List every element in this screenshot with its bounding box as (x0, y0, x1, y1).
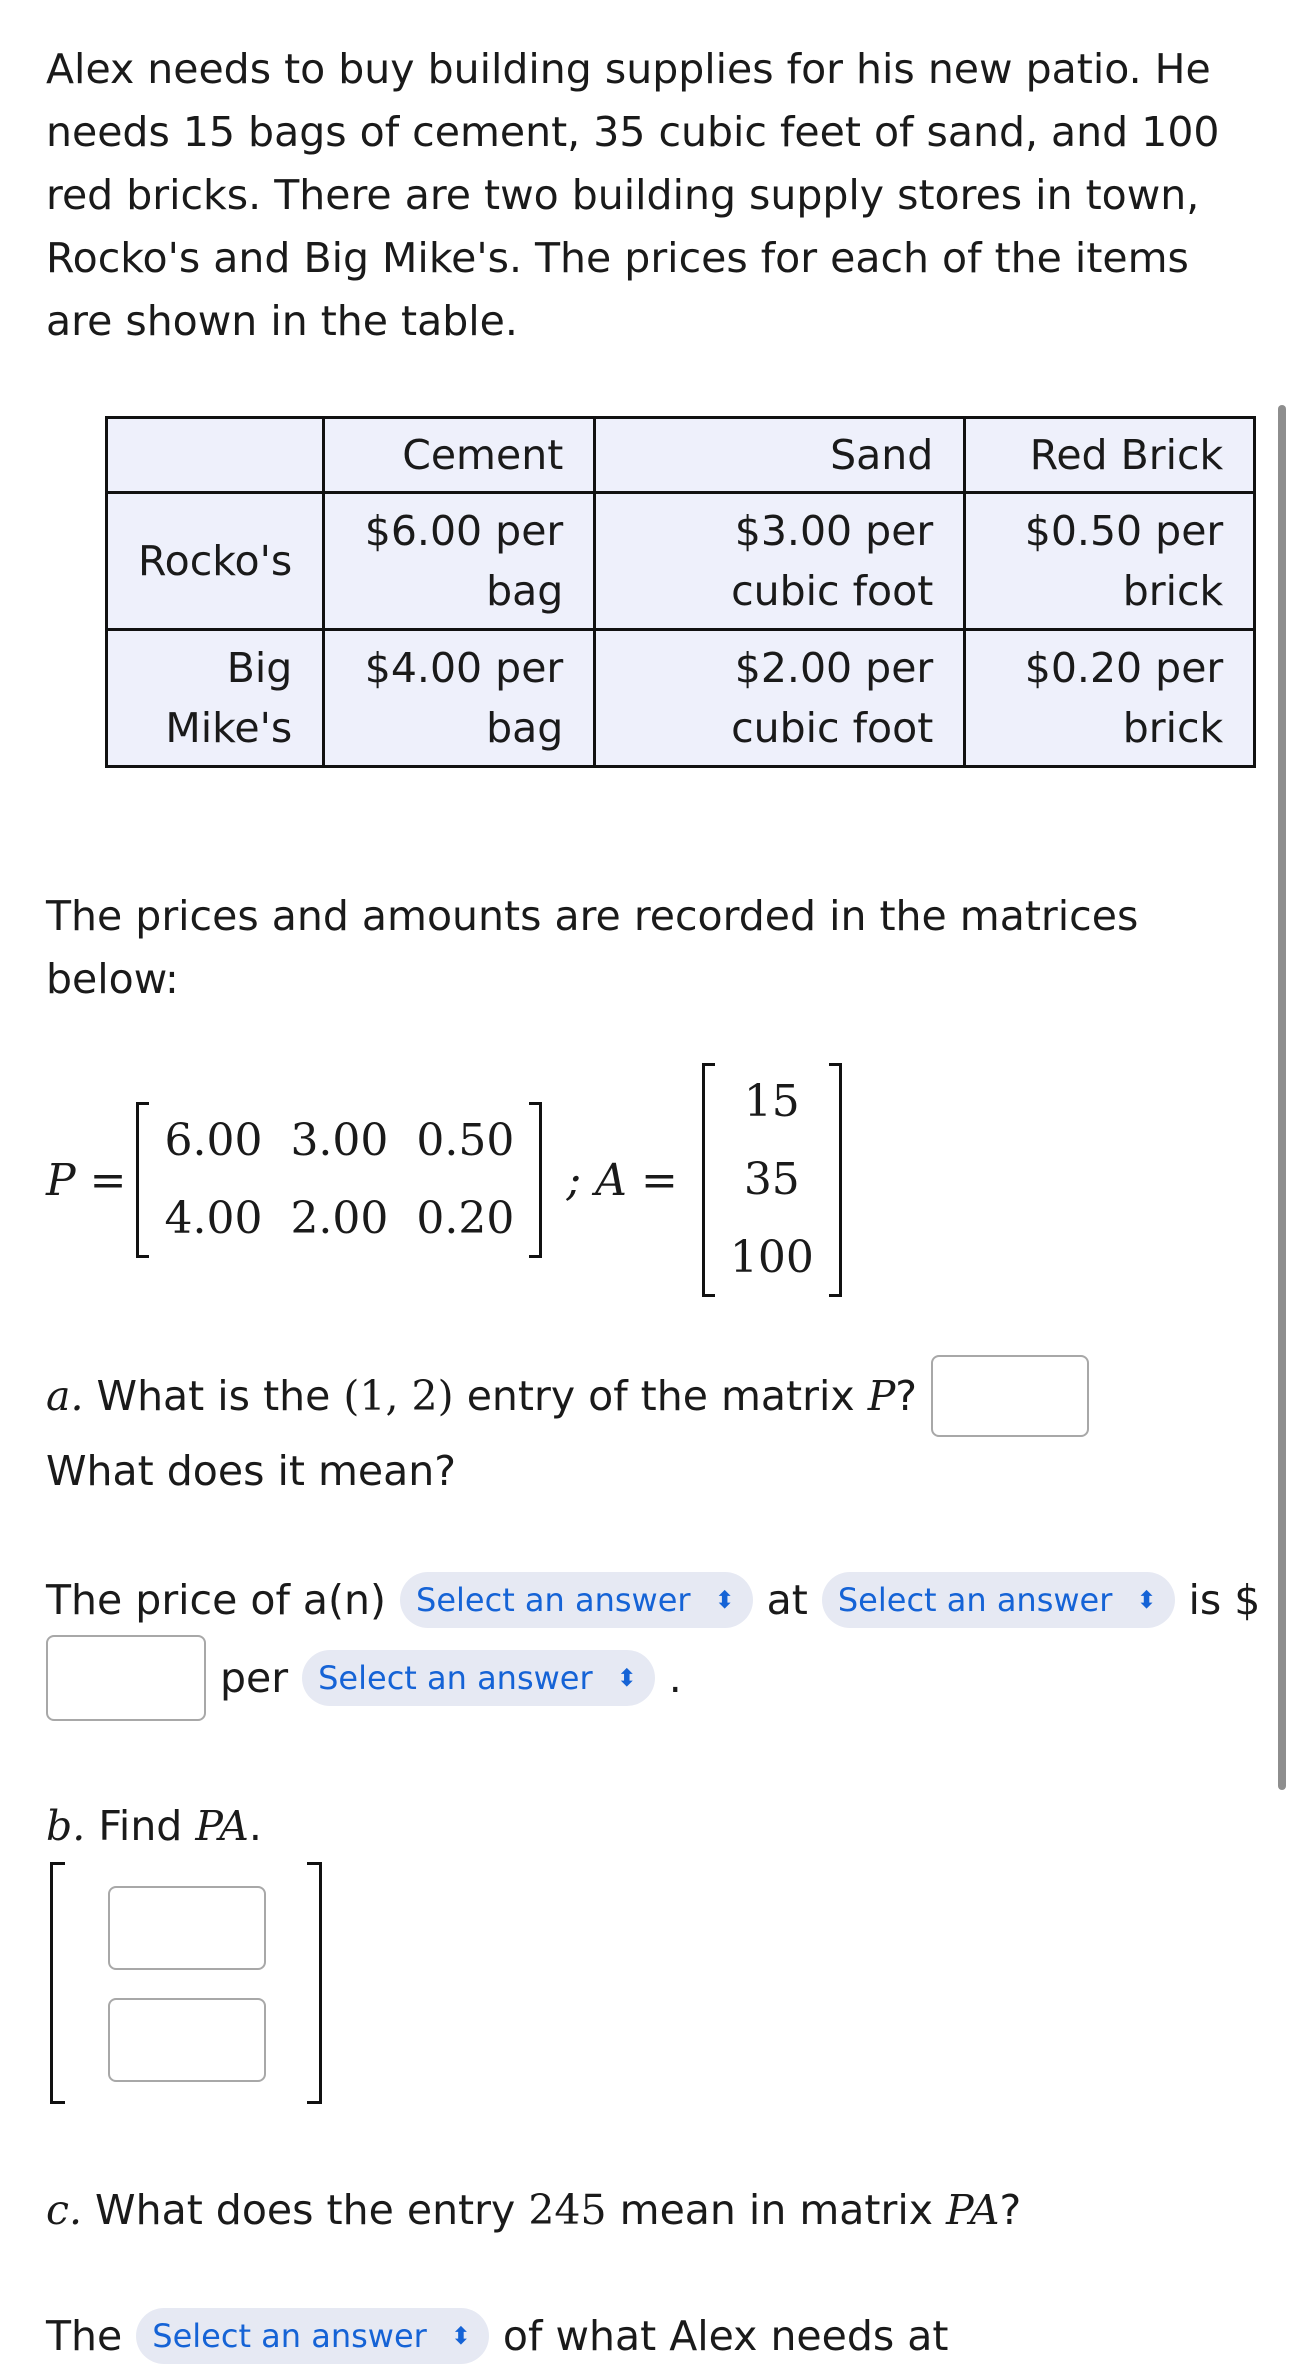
select-label: Select an answer (152, 2317, 427, 2355)
question-a-qmark: ? (895, 1372, 918, 1420)
question-c-qmark: ? (999, 2186, 1022, 2234)
matrix-a (702, 1063, 842, 1297)
matrix-p-entry: 3.00 (290, 1115, 389, 1166)
item-select[interactable] (400, 1572, 753, 1628)
question-b-expr: PA (195, 1802, 249, 1850)
table-header-cell: Sand (595, 418, 965, 493)
chevron-updown-icon: ⬍ (714, 1586, 735, 1614)
question-a-letter: a. (46, 1372, 84, 1420)
store-name-cell: Big Mike's (107, 630, 324, 767)
pa-answer-matrix (50, 1862, 322, 2104)
store-select[interactable] (822, 1572, 1175, 1628)
question-c-value: 245 (528, 2186, 607, 2234)
chevron-updown-icon: ⬍ (616, 1664, 637, 1692)
question-a-text-after: entry of the matrix (466, 1372, 855, 1420)
question-c-letter: c. (46, 2186, 82, 2234)
matrix-p-entry: 0.20 (416, 1193, 515, 1244)
matrix-p-entry: 2.00 (290, 1193, 389, 1244)
table-row (107, 493, 1255, 630)
question-b (46, 1788, 262, 1864)
question-a-matrix: P (867, 1372, 896, 1420)
sentence-text: at (766, 1576, 808, 1624)
question-b-text: Find (98, 1802, 183, 1850)
store-name-cell: Rocko's (107, 493, 324, 630)
question-c-text-after: mean in matrix (619, 2186, 933, 2234)
select-label: Select an answer (416, 1581, 691, 1619)
select-label: Select an answer (318, 1659, 593, 1697)
chevron-updown-icon: ⬍ (450, 2322, 471, 2350)
meaning-sentence-line1 (46, 1562, 1260, 1638)
matrix-equation (46, 1070, 852, 1290)
question-c-sentence (46, 2298, 949, 2373)
question-a-entry: (1, 2) (343, 1372, 454, 1420)
question-a-text: What is the (96, 1372, 331, 1420)
cement-price-cell: $6.00 per bag (324, 493, 595, 630)
sentence-end: . (668, 1654, 682, 1702)
sentence-text: The (46, 2312, 123, 2360)
problem-intro: Alex needs to buy building supplies for his new patio. He needs 15 bags of cement, 35 cubic feet of sand, and 100 red bricks. There are two building supply stores in town, Rocko's and Big Mike's. The prices for each of the items are shown in the table. (46, 45, 1220, 345)
matrix-a-entry: 100 (729, 1232, 814, 1283)
brick-price-cell: $0.50 per brick (965, 493, 1255, 630)
question-c-text: What does the entry (95, 2186, 516, 2234)
meaning-sentence-line2 (46, 1630, 682, 1726)
answer-a-input[interactable] (931, 1355, 1089, 1437)
matrix-p-entry: 0.50 (416, 1115, 515, 1166)
matrix-p (136, 1102, 542, 1258)
sand-price-cell: $3.00 per cubic foot (595, 493, 965, 630)
pa-entry-1-input[interactable] (108, 1886, 266, 1970)
question-c (46, 2172, 1021, 2248)
price-table (105, 416, 1256, 768)
chevron-updown-icon: ⬍ (1136, 1586, 1157, 1614)
table-header-cell (107, 418, 324, 493)
matrix-p-label: P = (46, 1154, 127, 1206)
table-row (107, 630, 1255, 767)
sand-price-cell: $2.00 per cubic foot (595, 630, 965, 767)
brick-price-cell: $0.20 per brick (965, 630, 1255, 767)
matrix-separator: ; A = (566, 1154, 678, 1206)
matrix-p-entry: 6.00 (164, 1115, 263, 1166)
matrix-p-entry: 4.00 (164, 1193, 263, 1244)
table-header-row (107, 418, 1255, 493)
meaning-prompt: What does it mean? (46, 1447, 457, 1495)
sentence-text: per (220, 1654, 289, 1702)
matrix-a-entry: 35 (743, 1154, 800, 1205)
matrices-intro: The prices and amounts are recorded in the matrices below: (46, 892, 1139, 1003)
unit-select[interactable] (302, 1650, 655, 1706)
table-header-cell: Cement (324, 418, 595, 493)
select-label: Select an answer (837, 1581, 1113, 1619)
scrollbar[interactable] (1278, 405, 1286, 1790)
price-input[interactable] (46, 1635, 206, 1721)
matrix-a-entry: 15 (743, 1076, 800, 1127)
sentence-text: is $ (1188, 1576, 1261, 1624)
quantity-select[interactable] (136, 2308, 489, 2364)
pa-entry-2-input[interactable] (108, 1998, 266, 2082)
sentence-text: of what Alex needs at (502, 2312, 949, 2360)
table-header-cell: Red Brick (965, 418, 1255, 493)
question-b-period: . (248, 1802, 262, 1850)
cement-price-cell: $4.00 per bag (324, 630, 595, 767)
question-c-expr: PA (946, 2186, 1000, 2234)
sentence-text: The price of a(n) (46, 1576, 387, 1624)
question-a (46, 1355, 1089, 1437)
question-b-letter: b. (46, 1802, 86, 1850)
